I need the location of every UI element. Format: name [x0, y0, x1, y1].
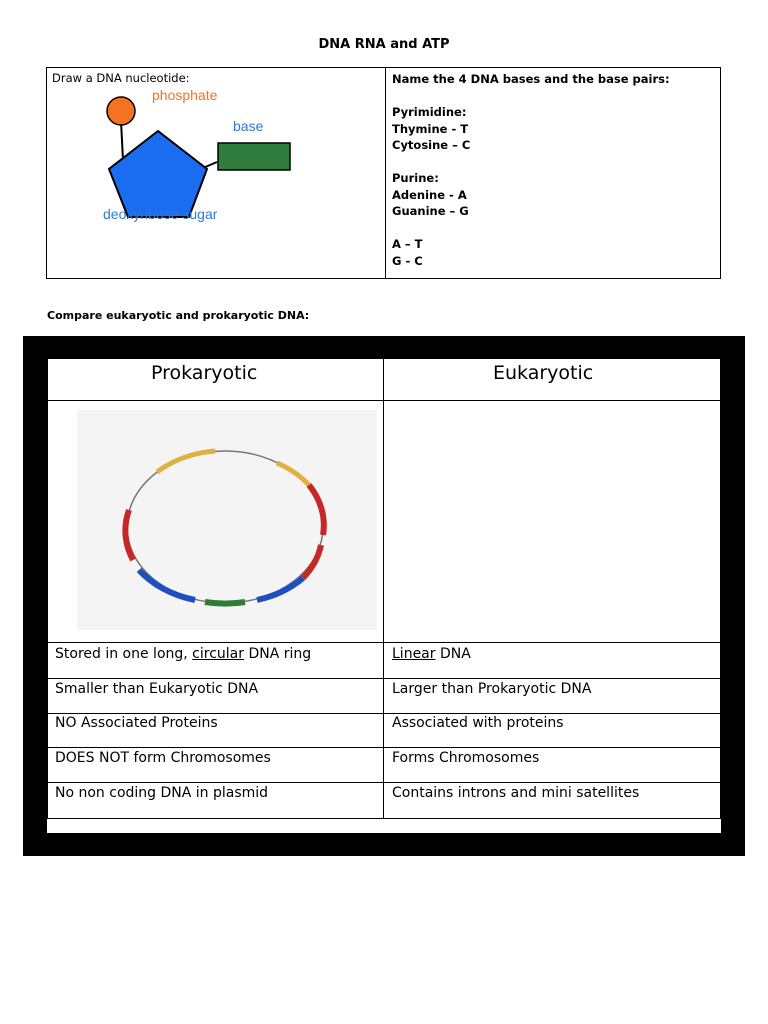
bases-list [392, 71, 670, 269]
pro-row-3: NO Associated Proteins [55, 715, 218, 731]
base-label: base [233, 118, 264, 134]
header-eukaryotic: Eukaryotic [493, 362, 594, 384]
pyrimidine-label: Pyrimidine: [392, 105, 467, 119]
guanine: Guanine – G [392, 204, 469, 218]
pro-row-1: Stored in one long, circular DNA ring [55, 646, 312, 662]
eu-row-3: Associated with proteins [392, 715, 564, 731]
eu-row-5: Contains introns and mini satellites [392, 785, 640, 801]
pro-row-4: DOES NOT form Chromosomes [55, 750, 271, 766]
phosphate-bond [121, 121, 123, 160]
plasmid-diagram [77, 410, 377, 630]
purine-label: Purine: [392, 171, 439, 185]
pro-row-2: Smaller than Eukaryotic DNA [55, 681, 259, 697]
compare-label: Compare eukaryotic and prokaryotic DNA: [47, 309, 310, 322]
base-rectangle [218, 143, 290, 170]
pro-row-5: No non coding DNA in plasmid [55, 785, 269, 801]
phosphate-label: phosphate [152, 87, 218, 103]
atpase-arc [205, 602, 245, 604]
page-title: DNA RNA and ATP [318, 37, 450, 52]
thymine: Thymine - T [392, 121, 469, 136]
sugar-label: deoxyribose sugar [103, 206, 218, 222]
comparison-frame [23, 336, 745, 856]
nucleotide-bases-table [46, 67, 721, 279]
eu-row-2: Larger than Prokaryotic DNA [392, 681, 592, 697]
nucleotide-prompt: Draw a DNA nucleotide: [52, 71, 190, 85]
eu-row-4: Forms Chromosomes [392, 750, 540, 766]
adenine: Adenine - A [392, 187, 467, 202]
table-divider [385, 68, 386, 278]
pair-gc: G - C [392, 253, 423, 268]
phosphate-circle [107, 97, 135, 125]
nucleotide-diagram [47, 78, 383, 278]
bases-prompt: Name the 4 DNA bases and the base pairs: [392, 72, 670, 86]
cytosine: Cytosine – C [392, 138, 471, 152]
deoxyribose-pentagon [109, 131, 207, 217]
plasmid-background [77, 410, 377, 630]
comparison-table [47, 358, 721, 833]
header-prokaryotic: Prokaryotic [151, 362, 258, 384]
pair-at: A – T [392, 237, 423, 251]
eu-row-1: Linear DNA [392, 646, 471, 662]
